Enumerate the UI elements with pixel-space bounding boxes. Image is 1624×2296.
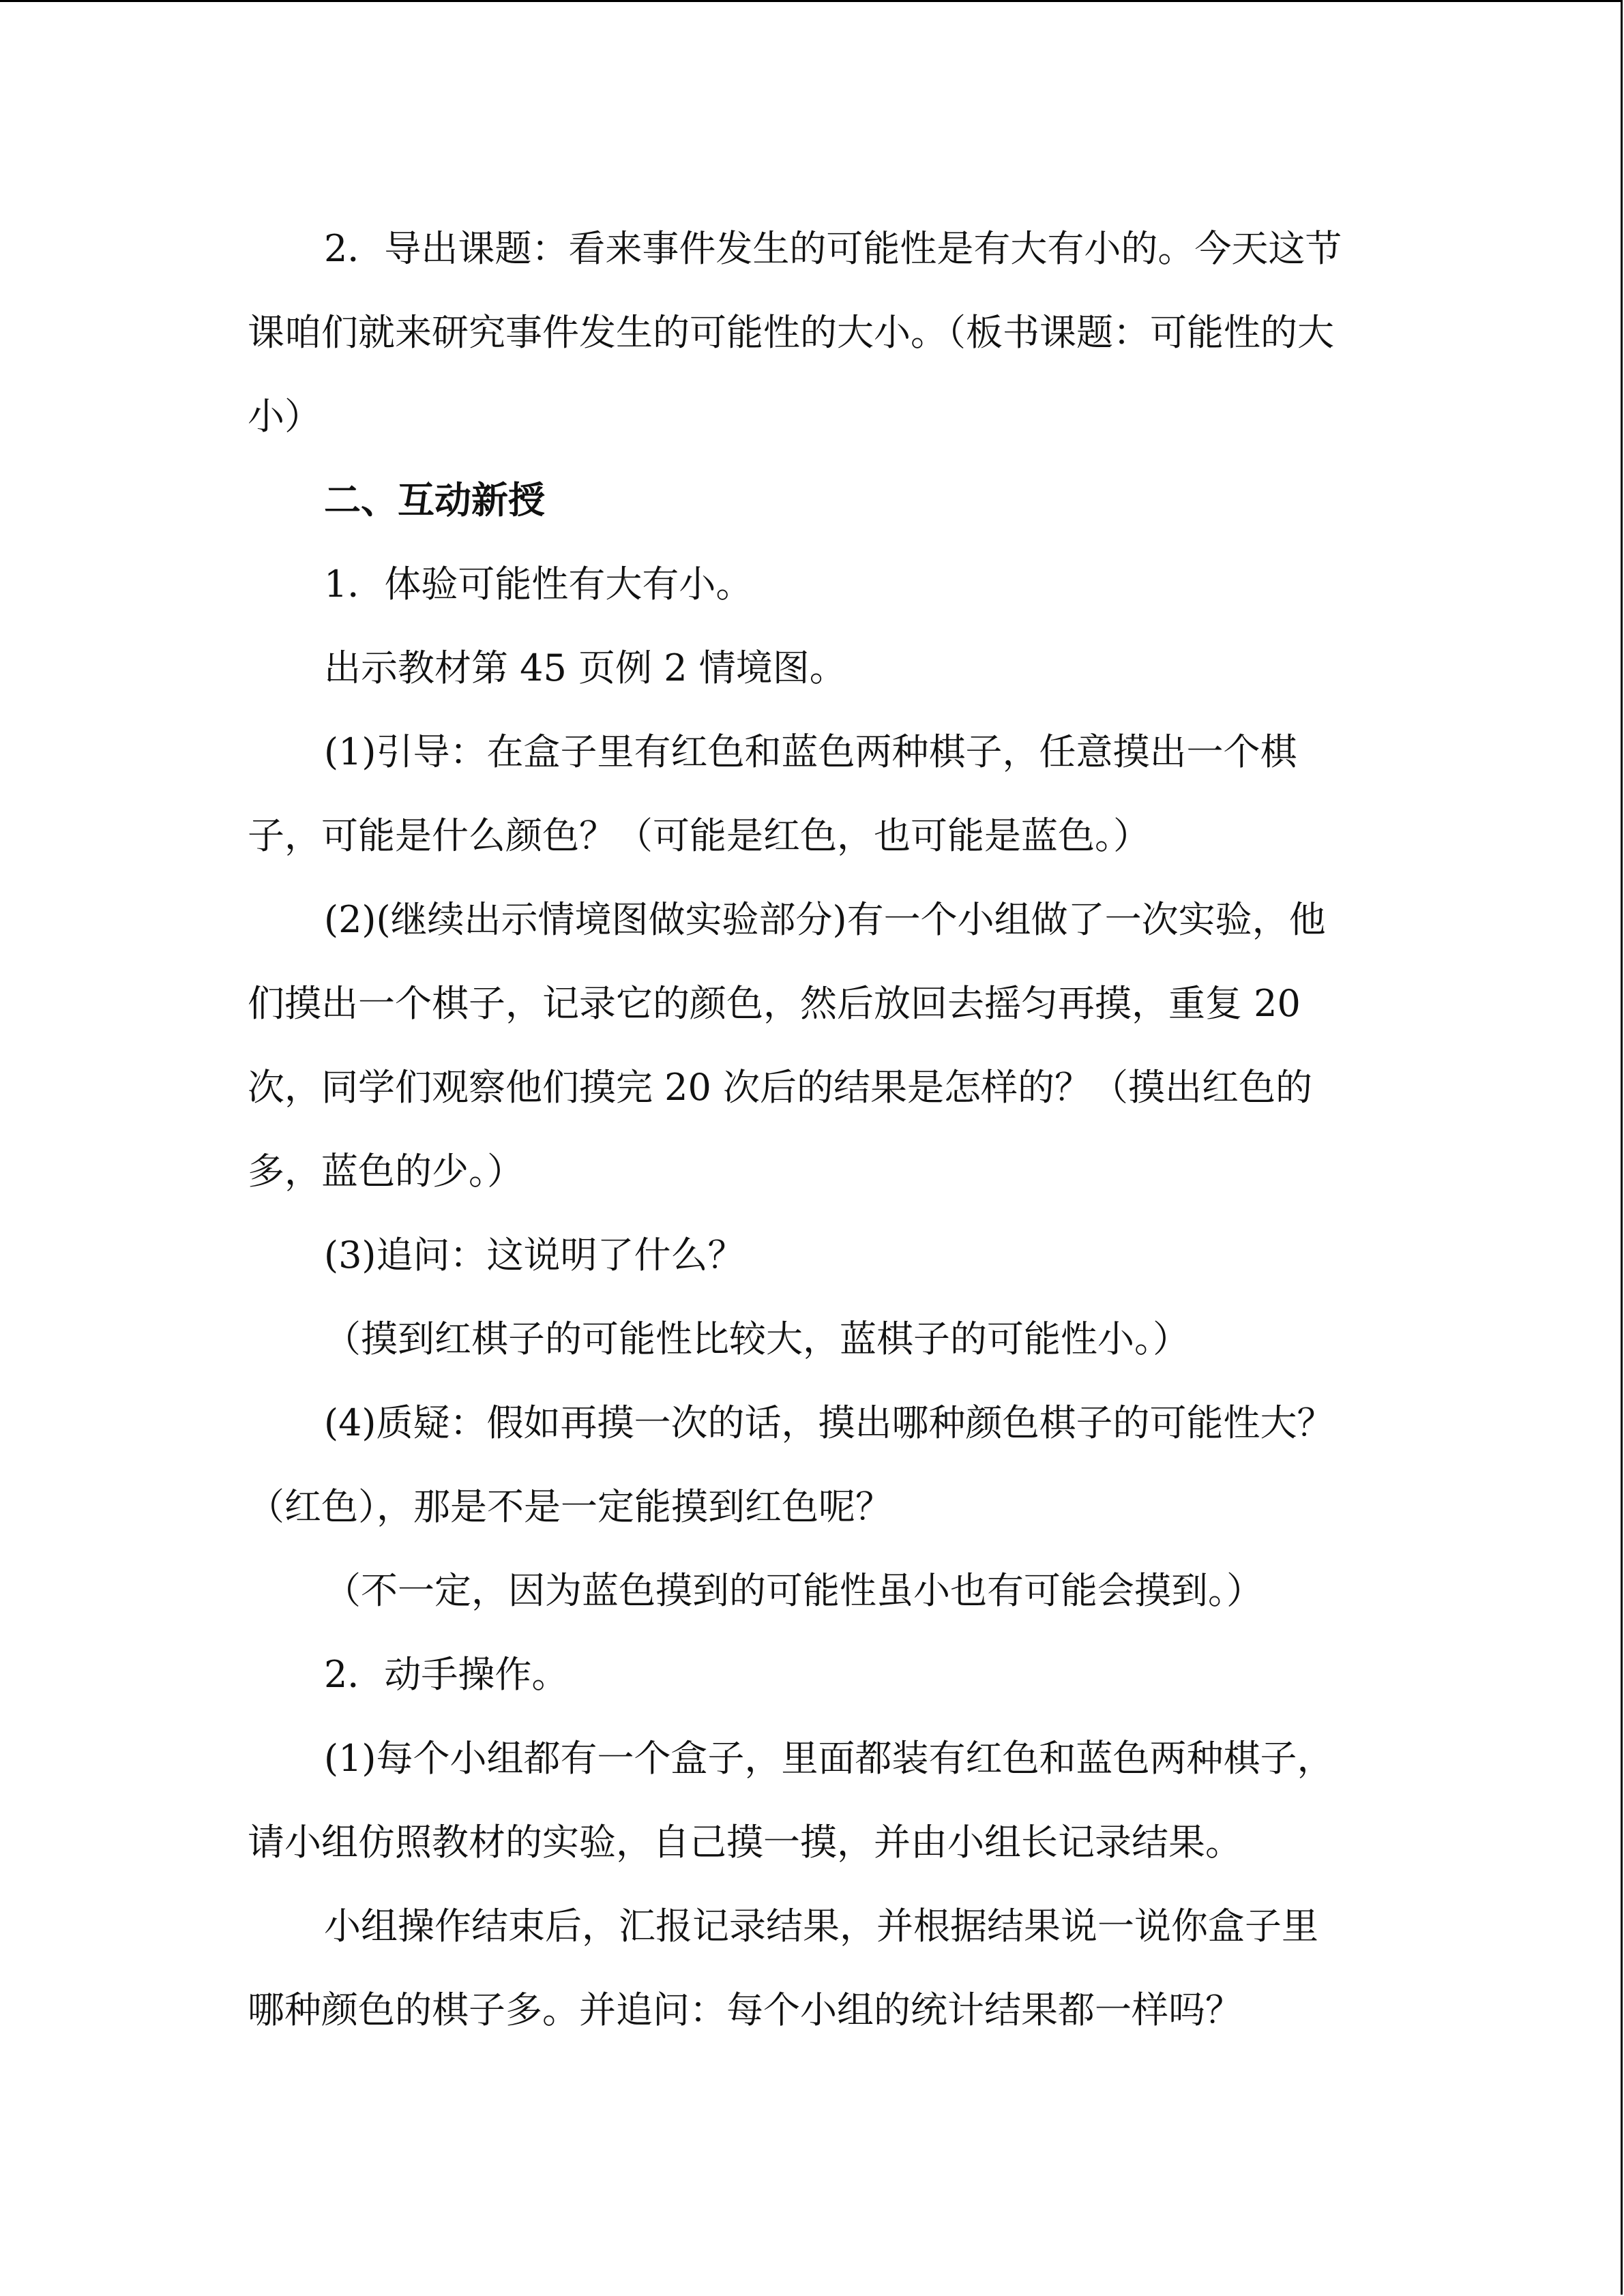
paragraph-line: 出示教材第 45 页例 2 情境图。 [324,646,846,689]
paragraph-line: (1)引导：在盒子里有红色和蓝色两种棋子，任意摸出一个棋 [324,730,1297,773]
paragraph-line: 小） [248,395,321,438]
paragraph-line: (4)质疑：假如再摸一次的话，摸出哪种颜色棋子的可能性大？ [324,1401,1334,1444]
paragraph-line: 课咱们就来研究事件发生的可能性的大小。（板书课题：可能性的大 [248,311,1334,354]
paragraph-line: （摸到红棋子的可能性比较大，蓝棋子的可能性小。） [324,1317,1190,1360]
paragraph-line: 哪种颜色的棋子多。并追问：每个小组的统计结果都一样吗？ [248,1988,1242,2031]
paragraph-line: 小组操作结束后，汇报记录结果，并根据结果说一说你盒子里 [324,1905,1318,1948]
section-heading: 二、互动新授 [324,479,545,522]
document-body [248,207,1380,2052]
paragraph-line: 1．体验可能性有大有小。 [324,563,753,606]
paragraph-line: 2．动手操作。 [324,1653,569,1696]
paragraph-line: (3)追问：这说明了什么？ [324,1234,745,1277]
paragraph-line: （不一定，因为蓝色摸到的可能性虽小也有可能会摸到。） [324,1569,1263,1612]
paragraph-line: （红色），那是不是一定能摸到红色呢？ [248,1485,892,1528]
paragraph-line: 子，可能是什么颜色？（可能是红色，也可能是蓝色。） [248,814,1150,857]
paragraph-line: (1)每个小组都有一个盒子，里面都装有红色和蓝色两种棋子， [324,1737,1334,1780]
paragraph-line: 次，同学们观察他们摸完 20 次后的结果是怎样的？（摸出红色的 [248,1066,1313,1109]
paragraph-line: 们摸出一个棋子，记录它的颜色，然后放回去摇匀再摸，重复 20 [248,982,1301,1025]
paragraph-line: 2．导出课题：看来事件发生的可能性是有大有小的。今天这节 [324,227,1342,270]
paragraph-line: 请小组仿照教材的实验，自己摸一摸，并由小组长记录结果。 [248,1821,1242,1864]
paragraph-line: 多，蓝色的少。） [248,1150,524,1193]
paragraph-line: (2)(继续出示情境图做实验部分)有一个小组做了一次实验，他 [324,898,1326,941]
